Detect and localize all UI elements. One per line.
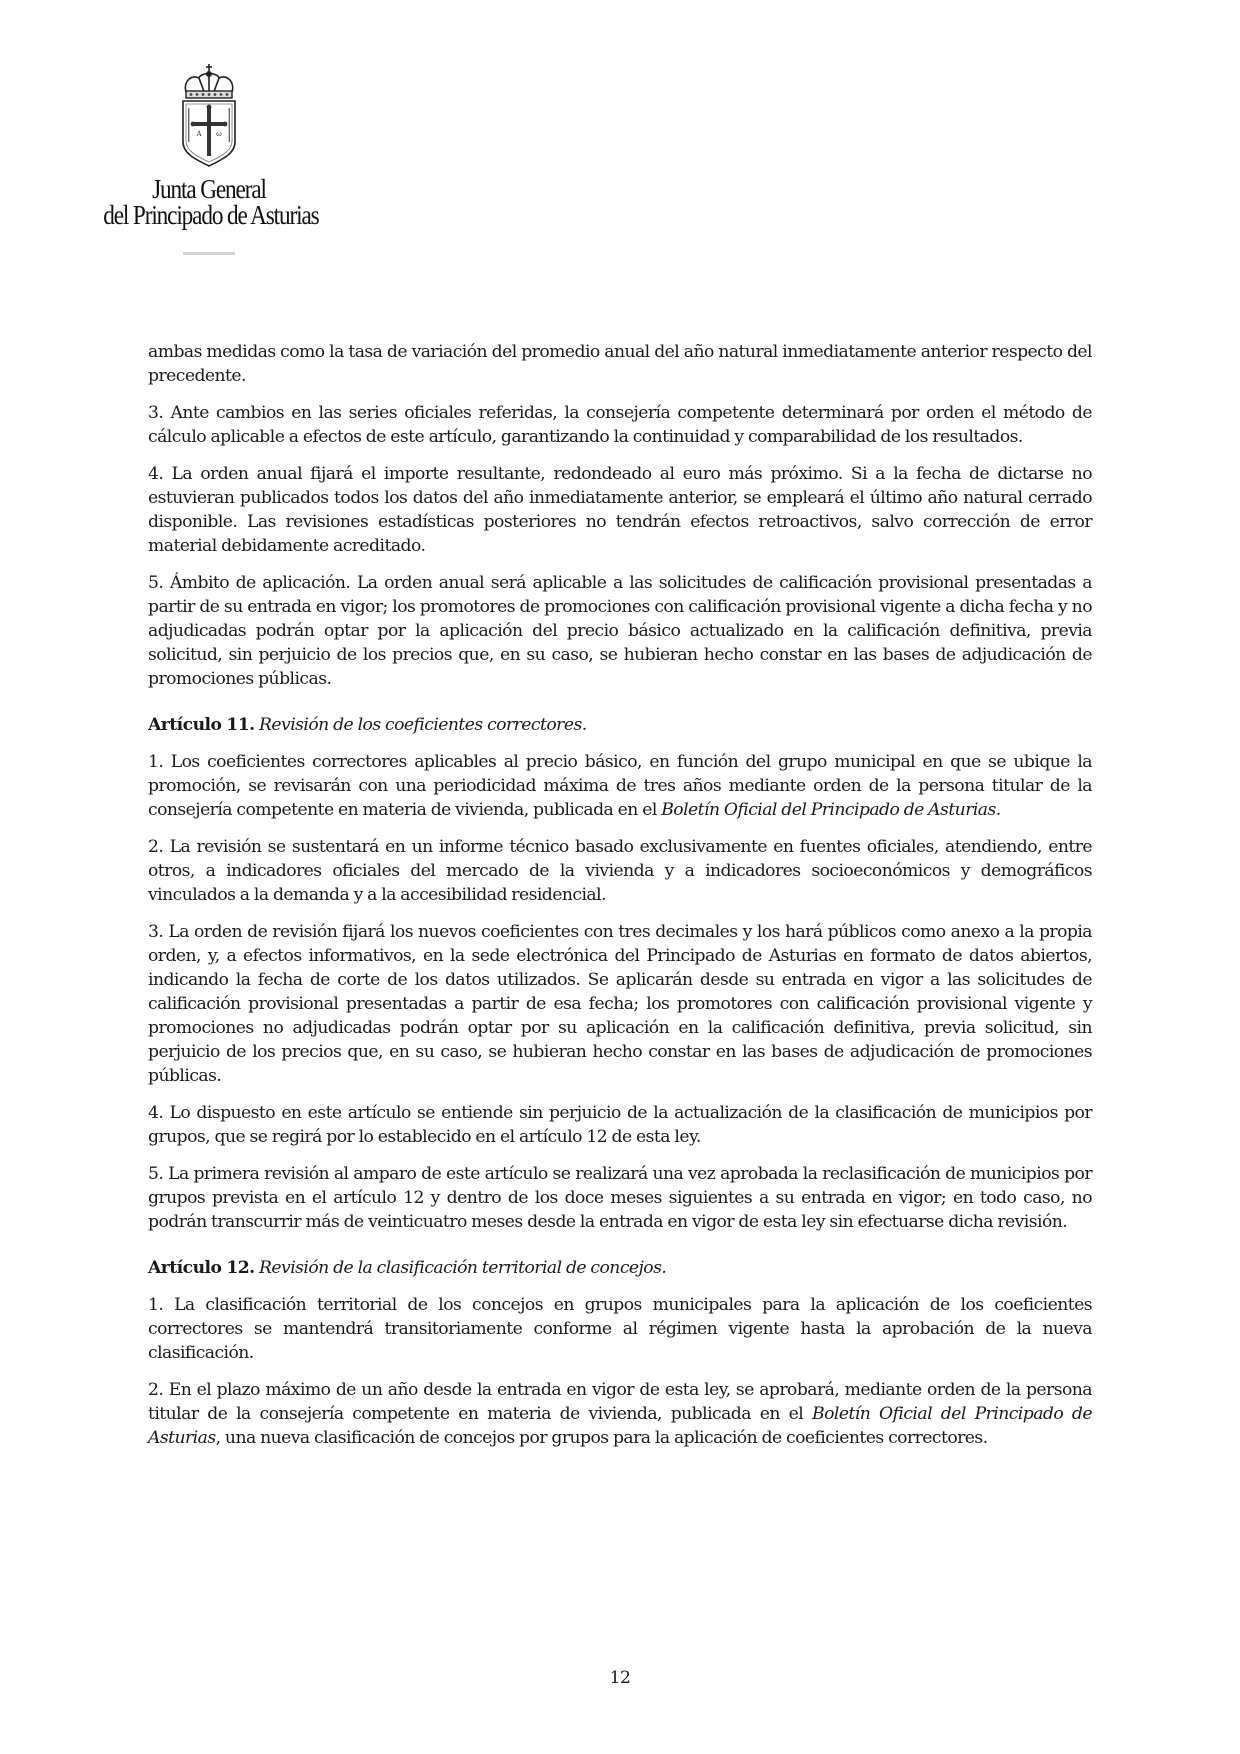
article-12-p2-text-a: 2. En el plazo máximo de un año desde la entrada en vigor de esta ley, se aprobará, mediante orden de la persona titular de la consejería competente en materia de vivienda, publicada en el [148,1380,1092,1424]
paragraph-4: 4. La orden anual fijará el importe resultante, redondeado al euro más próximo. Si a la fecha de dictarse no estuvieran publicados todos los datos del año inmediatamente anterior, se empleará el último año natural cerrado disponible. Las revisiones estadísticas posteriores no tendrán efectos retroactivos, salvo corrección de error material debidamente acreditado. [148,464,1092,556]
article-12-p2-text-b: , una nueva clasificación de concejos por grupos para la aplicación de coeficientes correctores. [215,1428,988,1448]
article-11-paragraph-2: 2. La revisión se sustentará en un informe técnico basado exclusivamente en fuentes oficiales, atendiendo, entre otros, a indicadores oficiales del mercado de la vivienda y a indicadores socioeconómicos y demográficos vinculados a la demanda y a la accesibilidad residencial. [148,837,1092,905]
document-body [148,340,1092,1463]
article-11-p1-bulletin: Boletín Oficial del Principado de Asturias. [661,800,1001,820]
article-12-title: Revisión de la clasificación territorial de concejos. [259,1258,667,1278]
article-12-paragraph-1: 1. La clasificación territorial de los concejos en grupos municipales para la aplicación de los coeficientes correctores se mantendrá transitoriamente conforme al régimen vigente hasta la aprobación de la nueva clasificación. [148,1295,1092,1363]
article-11-paragraph-1 [148,750,1092,822]
coat-of-arms-asturias-icon [177,62,241,172]
paragraph-3: 3. Ante cambios en las series oficiales referidas, la consejería competente determinará por orden el método de cálculo aplicable a efectos de este artículo, garantizando la continuidad y comparabilidad de los resultados. [148,403,1092,447]
paragraph-5: 5. Ámbito de aplicación. La orden anual será aplicable a las solicitudes de calificación provisional presentadas a partir de su entrada en vigor; los promotores de promociones con calificación provisional vigente a dicha fecha y no adjudicadas podrán optar por la aplicación del precio básico actualizado en la calificación definitiva, previa solicitud, sin perjuicio de los precios que, en su caso, se hubieran hecho constar en las bases de adjudicación de promociones públicas. [148,573,1092,689]
article-12-heading [148,1256,1092,1280]
article-11-heading [148,713,1092,737]
article-12-p2-bulletin: Boletín Oficial del Principado de Asturias [148,1404,1092,1448]
article-12-paragraph-2 [148,1378,1092,1450]
institution-name-line2: del Principado de Asturias [103,200,319,230]
logo-divider [183,252,235,255]
article-11-p1-text: 1. Los coeficientes correctores aplicables al precio básico, en función del grupo municipal en que se ubique la promoción, se revisarán con una periodicidad máxima de tres años mediante orden de la persona titular de la consejería competente en materia de vivienda, publicada en el [148,752,1092,820]
article-12-number: Artículo 12. [148,1258,255,1278]
institution-logo [86,62,332,262]
paragraph-continuation: ambas medidas como la tasa de variación del promedio anual del año natural inmediatamente anterior respecto del precedente. [148,342,1092,386]
institution-name-line1: Junta General [152,174,266,204]
article-11-paragraph-4: 4. Lo dispuesto en este artículo se entiende sin perjuicio de la actualización de la clasificación de municipios por grupos, que se regirá por lo establecido en el artículo 12 de esta ley. [148,1103,1092,1147]
svg-text:ω: ω [216,130,222,138]
article-11-paragraph-3: 3. La orden de revisión fijará los nuevos coeficientes con tres decimales y los hará públicos como anexo a la propia orden, y, a efectos informativos, en la sede electrónica del Principado de Asturias en formato de datos abiertos, indicando la fecha de corte de los datos utilizados. Se aplicarán desde su entrada en vigor a las solicitudes de calificación provisional presentadas a partir de esa fecha; los promotores con calificación provisional vigente y promociones no adjudicadas podrán optar por su aplicación en la calificación definitiva, previa solicitud, sin perjuicio de los precios que, en su caso, se hubieran hecho constar en las bases de adjudicación de promociones públicas. [148,922,1092,1086]
article-11-paragraph-5: 5. La primera revisión al amparo de este artículo se realizará una vez aprobada la reclasificación de municipios por grupos prevista en el artículo 12 y dentro de los doce meses siguientes a su entrada en vigor; en todo caso, no podrán transcurrir más de veinticuatro meses desde la entrada en vigor de esta ley sin efectuarse dicha revisión. [148,1164,1092,1232]
svg-text:A: A [196,130,202,138]
page-number: 12 [609,1668,631,1688]
article-11-title: Revisión de los coeficientes correctores. [259,715,587,735]
article-11-number: Artículo 11. [148,715,255,735]
